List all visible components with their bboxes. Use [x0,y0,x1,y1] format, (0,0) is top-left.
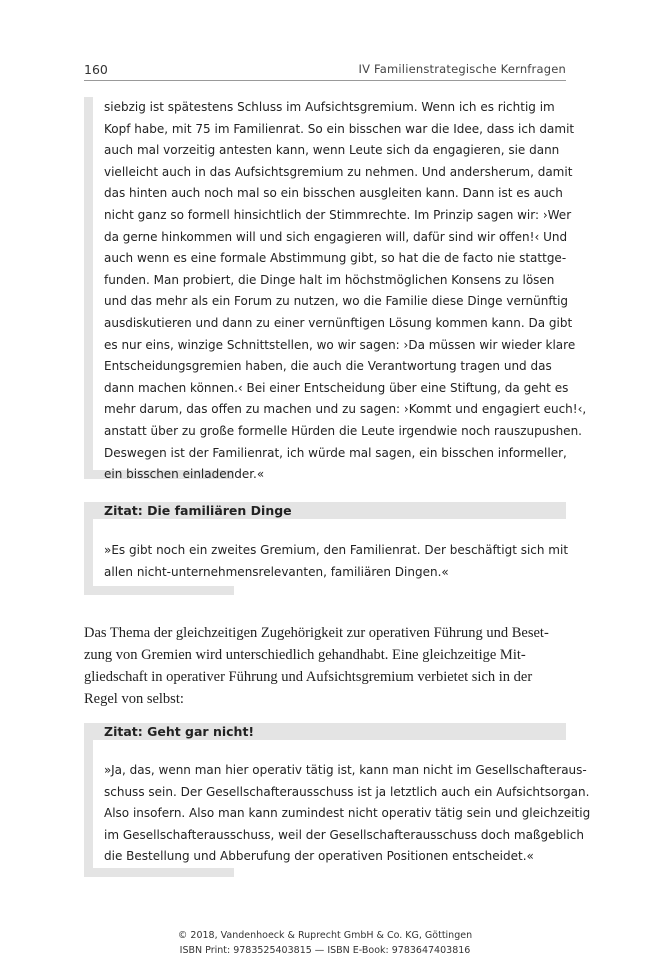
quote1-side-bar [84,97,93,479]
body-line: Regel von selbst: [84,691,184,707]
quote3-title: Zitat: Geht gar nicht! [84,723,566,740]
body-line: gliedschaft in operativer Führung und Aufsichtsgremium verbietet sich in der [84,669,533,685]
quote3-bottom-bar [84,868,234,877]
quote-line: funden. Man probiert, die Dinge halt im höchstmöglichen Konsens zu lösen [104,272,555,287]
quote2-side-bar [84,519,93,595]
quote-line: es nur eins, winzige Schnittstellen, wo wir sagen: ›Da müssen wir wieder klare [104,337,576,352]
quote-line: ein bisschen einladender.« [104,467,265,482]
quote-line: allen nicht-unternehmensrelevanten, familiären Dingen.« [104,564,449,579]
quote-line: schuss sein. Der Gesellschafterausschuss ist ja letztlich auch ein Aufsichtsorgan. [104,784,590,799]
quote-line: »Es gibt noch ein zweites Gremium, den Familienrat. Der beschäftigt sich mit [104,543,569,557]
quote-line: dann machen können.‹ Bei einer Entscheidung über eine Stiftung, da geht es [104,380,569,395]
quote-line: ausdiskutieren und dann zu einer vernünftigen Lösung kommen kann. Da gibt [104,315,573,330]
page-header [84,62,566,81]
quote-line: die Bestellung und Abberufung der operativen Positionen entscheidet.« [104,849,534,864]
quote-line: siebzig ist spätestens Schluss im Aufsichtsgremium. Wenn ich es richtig im [104,100,555,114]
copyright-footer [0,928,650,958]
quote-line: auch mal vorzeitig antesten kann, wenn Leute sich da engagieren, sie dann [104,143,560,158]
quote-line: Kopf habe, mit 75 im Familienrat. So ein bisschen war die Idee, dass ich damit [104,121,575,136]
quote-line: Deswegen ist der Familienrat, ich würde mal sagen, ein bisschen informeller, [104,445,567,460]
quote-line: mehr darum, das offen zu machen und zu sagen: ›Kommt und engagiert euch!‹, [104,402,587,417]
quote-line: nicht ganz so formell hinsichtlich der Stimmrechte. Im Prinzip sagen wir: ›Wer [104,207,572,222]
quote-line: anstatt über zu große formelle Hürden die Leute irgendwie noch rauszupushen. [104,423,582,438]
quote3-text [104,760,591,868]
quote-line: vielleicht auch in das Aufsichtsgremium zu nehmen. Und andersherum, damit [104,164,573,179]
body-line: zung von Gremien wird unterschiedlich gehandhabt. Eine gleichzeitige Mit- [84,647,526,663]
quote-line: Also insofern. Also man kann zumindest nicht operativ tätig sein und gleichzeitig [104,806,591,821]
quote1-text [104,97,587,486]
quote-line: »Ja, das, wenn man hier operativ tätig ist, kann man nicht im Gesellschafteraus- [104,763,587,777]
page-number: 160 [84,62,108,77]
quote-line: im Gesellschafterausschuss, weil der Gesellschafterausschuss doch maßgeblich [104,827,584,842]
isbn-line: ISBN Print: 9783525403815 — ISBN E-Book: 9783647403816 [179,945,471,956]
body-paragraph [84,622,570,710]
quote-line: das hinten auch noch mal so ein bisschen ausgleiten kann. Dann ist es auch [104,186,563,201]
quote2-bottom-bar [84,586,234,595]
quote2-text [104,540,574,583]
quote-line: Entscheidungsgremien haben, die auch die Verantwortung tragen und das [104,359,552,374]
quote-line: auch wenn es eine formale Abstimmung gibt, so hat die de facto nie stattge- [104,251,567,266]
quote2-title: Zitat: Die familiären Dinge [84,502,566,519]
body-line: Das Thema der gleichzeitigen Zugehörigkeit zur operativen Führung und Beset- [84,625,549,641]
quote3-side-bar [84,740,93,877]
running-head: IV Familienstrategische Kernfragen [358,62,566,76]
quote-line: da gerne hinkommen will und sich engagieren will, dafür sind wir offen!‹ Und [104,229,568,244]
copyright-line: © 2018, Vandenhoeck & Ruprecht GmbH & Co. KG, Göttingen [177,930,473,941]
quote-line: und das mehr als ein Forum zu nutzen, wo die Familie diese Dinge vernünftig [104,294,569,309]
